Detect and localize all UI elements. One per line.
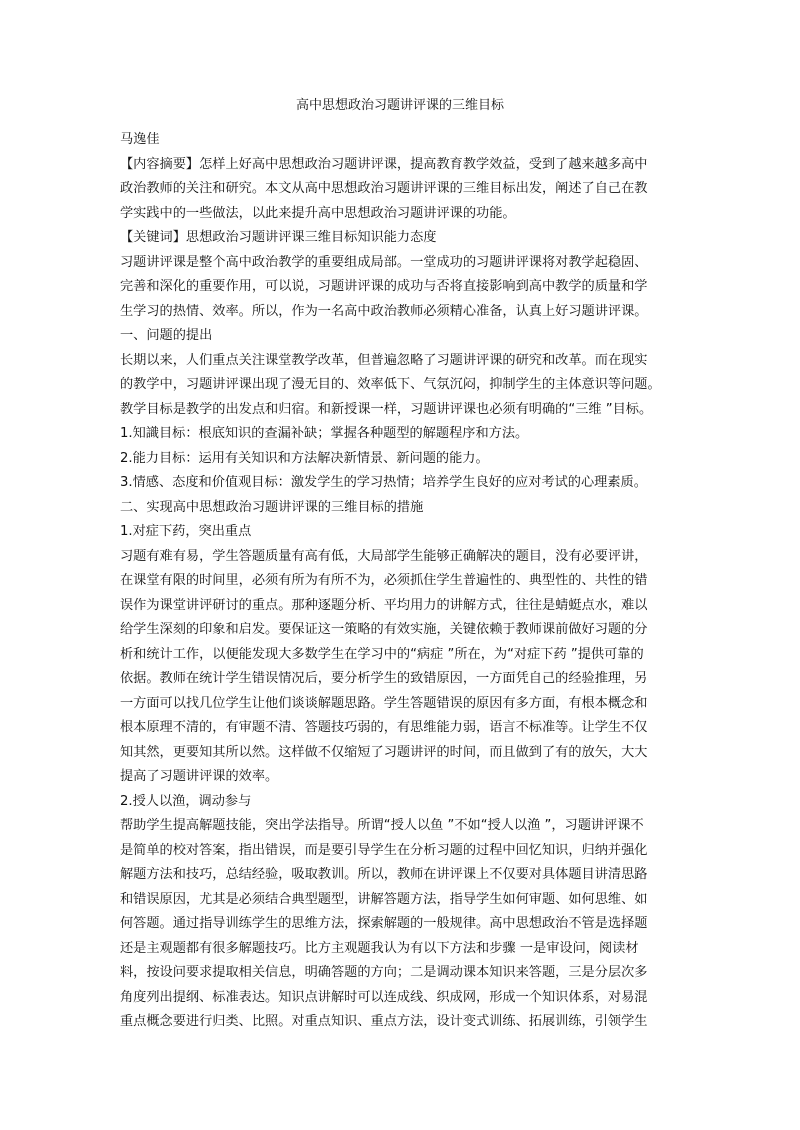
section-heading: 二、实现高中思想政治习题讲评课的三维目标的措施 xyxy=(120,499,424,515)
list-item: 3.情感、态度和价值观目标：激发学生的学习热情；培养学生良好的应对考试的心理素质。 xyxy=(120,475,647,490)
body-line: 角度列出提纲、标准表达。知识点讲解时可以连成线、织成网，形成一个知识体系，对易混 xyxy=(120,989,648,1005)
list-item: 1.知識目标：根底知识的查漏补缺；掌握各种题型的解题程序和方法。 xyxy=(120,426,529,441)
body-line: 长期以来，人们重点关注课堂教学改革，但普遍忽略了习题讲评课的研究和改革。而在现实 xyxy=(120,352,648,368)
body-line: 是简单的校对答案，指出错误，而是要引导学生在分析习题的过程中回忆知识，归纳并强化 xyxy=(120,842,648,858)
body-line: 完善和深化的重要作用，可以说，习题讲评课的成功与否将直接影响到高中教学的质量和学 xyxy=(120,279,648,294)
body-line: 习题讲评课是整个高中政治教学的重要组成局部。一堂成功的习题讲评课将对教学起稳固、 xyxy=(120,254,648,270)
document-page xyxy=(120,96,680,1035)
keywords-line: 【关键词】思想政治习题讲评课三维目标知识能力态度 xyxy=(120,230,437,245)
abstract-line: 【内容摘要】怎样上好高中思想政治习题讲评课，提高教育教学效益，受到了越来越多高中 xyxy=(120,156,648,172)
body-line: 和错误原因，尤其是必须结合典型题型，讲解答题方法，指导学生如何审题、如何思维、如 xyxy=(120,891,648,907)
body-line: 的教学中，习题讲评课出现了漫无目的、效率低下、气氛沉闷，抑制学生的主体意识等问题。 xyxy=(120,377,661,392)
body-line: 给学生深刻的印象和启发。要保证这一策略的有效实施，关键依赖于教师课前做好习题的分 xyxy=(120,622,648,637)
document-title: 高中思想政治习题讲评课的三维目标 xyxy=(295,98,504,113)
body-line: 提高了习题讲评课的效率。 xyxy=(120,769,279,784)
body-line: 教学目标是教学的出发点和归宿。和新授课一样，习题讲评课也必须有明确的“三维 ”目标。 xyxy=(120,401,653,417)
body-line: 解题方法和技巧，总结经验，吸取教训。所以，教师在讲评课上不仅要对具体题目讲清思路 xyxy=(120,867,648,882)
body-line: 何答题。通过指导训练学生的思维方法，探索解题的一般规律。高中思想政治不管是选择题 xyxy=(120,916,648,931)
body-line: 析和统计工作，以便能发现大多数学生在学习中的“病症 ”所在，为“对症下药 ”提供可靠的 xyxy=(120,646,644,662)
body-line: 误作为课堂讲评研讨的重点。那种逐题分析、平均用力的讲解方式，往往是蜻蜓点水，难以 xyxy=(120,597,648,613)
body-line: 还是主观题都有很多解题技巧。比方主观题我认为有以下方法和步骤 一是审设问，阅读材 xyxy=(120,940,639,956)
abstract-line: 政治教师的关注和研究。本文从高中思想政治习题讲评课的三维目标出发，阐述了自己在教 xyxy=(120,181,648,196)
subsection-heading: 1.对症下药，突出重点 xyxy=(120,524,252,539)
body-line: 帮助学生提高解题技能，突出学法指导。所谓“授人以鱼 ”不如“授人以渔 ”，习题讲评课不 xyxy=(120,818,644,833)
body-line: 习题有难有易，学生答题质量有高有低，大局部学生能够正确解决的题目，没有必要评讲， xyxy=(120,548,648,564)
body-line: 料，按设问要求提取相关信息，明确答题的方向；二是调动课本知识来答题，三是分层次多 xyxy=(120,965,648,980)
body-line: 知其然，更要知其所以然。这样做不仅缩短了习题讲评的时间，而且做到了有的放矢，大大 xyxy=(120,744,648,760)
subsection-heading: 2.授人以渔，调动参与 xyxy=(120,793,252,809)
section-heading: 一、问题的提出 xyxy=(120,328,213,343)
list-item: 2.能力目标：运用有关知识和方法解决新情景、新问题的能力。 xyxy=(120,450,489,466)
document-body xyxy=(120,128,680,1035)
body-line: 依据。教师在统计学生错误情况后，要分析学生的致错原因，一方面凭自己的经验推理，另 xyxy=(120,671,648,686)
abstract-line: 学实践中的一些做法，以此来提升高中思想政治习题讲评课的功能。 xyxy=(120,205,516,221)
body-line: 根本原理不清的，有审题不清、答题技巧弱的，有思维能力弱，语言不标准等。让学生不仅 xyxy=(120,720,648,735)
body-line: 重点概念要进行归类、比照。对重点知识、重点方法，设计变式训练、拓展训练，引领学生 xyxy=(120,1014,648,1029)
body-line: 在课堂有限的时间里，必须有所为有所不为，必须抓住学生普遍性的、典型性的、共性的错 xyxy=(120,573,648,588)
body-line: 一方面可以找几位学生让他们谈谈解题思路。学生答题错误的原因有多方面，有根本概念和 xyxy=(120,695,648,711)
author-line: 马逸佳 xyxy=(120,132,160,147)
body-line: 生学习的热情、效率。所以，作为一名高中政治教师必须精心准备，认真上好习题讲评课。 xyxy=(120,303,648,319)
